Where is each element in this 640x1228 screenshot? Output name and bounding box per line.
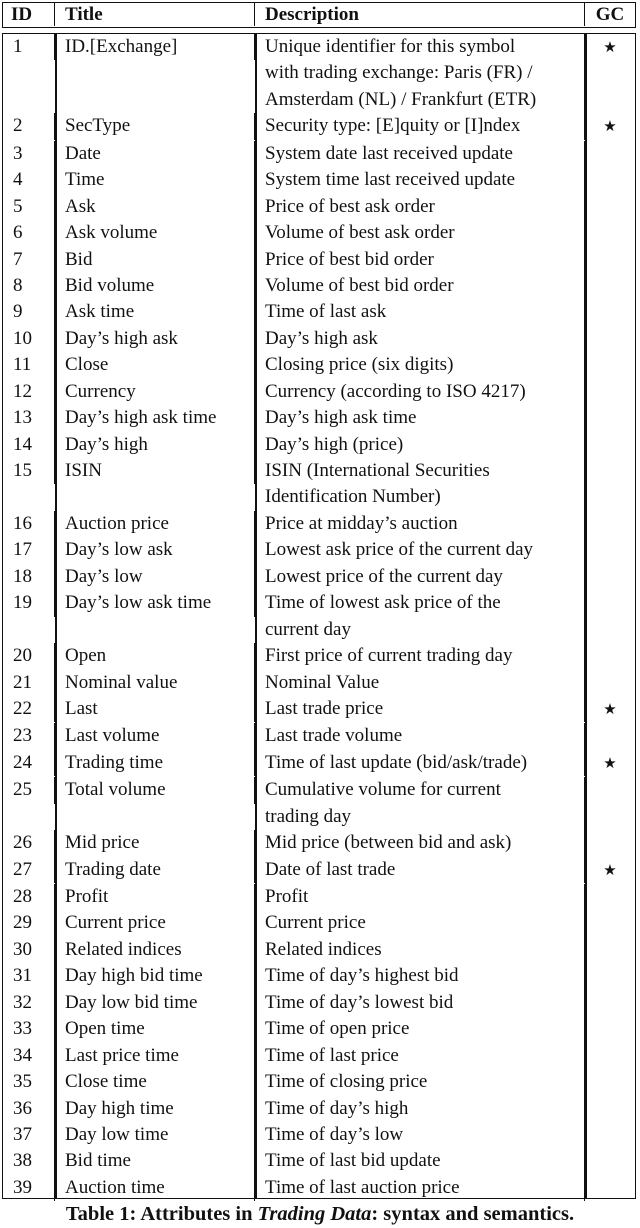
row-title: Day’s low (55, 564, 255, 590)
description-line: Day’s high ask (265, 327, 378, 349)
row-description (255, 167, 585, 193)
row-id: 31 (3, 963, 55, 989)
row-description (255, 326, 585, 352)
row-description (255, 670, 585, 696)
row-id: 21 (3, 670, 55, 696)
row-description (255, 379, 585, 405)
row-id: 23 (3, 723, 55, 749)
star-icon: ★ (603, 862, 617, 879)
row-description (255, 458, 585, 511)
table-row (3, 857, 635, 884)
row-id: 34 (3, 1043, 55, 1069)
table-row (3, 1016, 635, 1042)
description-line: Volume of best bid order (265, 274, 454, 296)
row-id: 3 (3, 141, 55, 167)
description-line: Price of best ask order (265, 195, 435, 217)
table-row (3, 990, 635, 1016)
row-description (255, 937, 585, 963)
row-id: 4 (3, 167, 55, 193)
description-line: Time of last bid update (265, 1150, 441, 1172)
row-id: 29 (3, 910, 55, 936)
description-line: Day’s high (price) (265, 433, 404, 455)
description-line: First price of current trading day (265, 645, 513, 667)
column-divider (585, 34, 587, 1198)
row-description (255, 963, 585, 989)
row-id: 37 (3, 1122, 55, 1148)
row-description (255, 857, 585, 883)
description-line: Volume of best ask order (265, 222, 455, 244)
table-row (3, 511, 635, 537)
header-gc: GC (595, 4, 625, 25)
column-divider (255, 34, 257, 1198)
row-title: Day low bid time (55, 990, 255, 1016)
row-id: 20 (3, 643, 55, 669)
star-icon: ★ (603, 755, 617, 772)
row-id: 19 (3, 590, 55, 616)
table-caption (0, 1203, 640, 1226)
caption-suffix: : syntax and semantics. (371, 1203, 575, 1225)
row-description (255, 247, 585, 273)
description-line: Time of last update (bid/ask/trade) (265, 751, 528, 773)
row-title: Time (55, 167, 255, 193)
row-title: Bid (55, 247, 255, 273)
table-row (3, 750, 635, 777)
row-description (255, 1069, 585, 1095)
row-description (255, 1175, 585, 1201)
star-icon: ★ (603, 119, 617, 136)
row-title: Last (55, 696, 255, 722)
row-id: 13 (3, 405, 55, 431)
description-line: Time of day’s low (265, 1123, 404, 1145)
table-row (3, 696, 635, 723)
row-description (255, 511, 585, 537)
row-description (255, 564, 585, 590)
description-line: Nominal Value (265, 671, 380, 693)
row-id: 14 (3, 432, 55, 458)
header-id: ID (3, 3, 55, 26)
row-id: 11 (3, 352, 55, 378)
row-description (255, 537, 585, 563)
row-title: Nominal value (55, 670, 255, 696)
row-id: 1 (3, 34, 55, 60)
row-description (255, 34, 585, 113)
description-line: Closing price (six digits) (265, 354, 454, 376)
row-description (255, 141, 585, 167)
table-row (3, 963, 635, 989)
row-title: Total volume (55, 777, 255, 803)
table-row (3, 299, 635, 325)
row-description (255, 220, 585, 246)
row-title: Trading time (55, 750, 255, 776)
row-id: 25 (3, 777, 55, 803)
description-line: with trading exchange: Paris (FR) / (265, 62, 533, 84)
row-id: 36 (3, 1096, 55, 1122)
row-id: 22 (3, 696, 55, 722)
table-row (3, 777, 635, 830)
row-description (255, 777, 585, 830)
description-line: Lowest ask price of the current day (265, 539, 534, 561)
description-line: Time of lowest ask price of the (265, 592, 501, 614)
row-title: Day’s high ask time (55, 405, 255, 431)
row-description (255, 723, 585, 749)
row-title: Day’s high ask (55, 326, 255, 352)
description-line: Time of day’s high (265, 1097, 409, 1119)
description-line: Lowest price of the current day (265, 565, 503, 587)
description-line: Last trade price (265, 697, 384, 719)
row-description (255, 1096, 585, 1122)
row-id: 6 (3, 220, 55, 246)
description-line: Current price (265, 912, 366, 934)
row-description (255, 643, 585, 669)
description-line: Time of day’s highest bid (265, 965, 459, 987)
row-id: 32 (3, 990, 55, 1016)
table-row (3, 1175, 635, 1201)
row-gc (585, 750, 635, 777)
row-id: 10 (3, 326, 55, 352)
table-row (3, 1122, 635, 1148)
row-description (255, 750, 585, 776)
row-id: 39 (3, 1175, 55, 1201)
row-title: Ask (55, 194, 255, 220)
row-description (255, 990, 585, 1016)
row-title: Close (55, 352, 255, 378)
description-line: Day’s high ask time (265, 407, 417, 429)
row-title: Mid price (55, 830, 255, 856)
table-row (3, 884, 635, 910)
row-id: 33 (3, 1016, 55, 1042)
header-description: Description (255, 3, 585, 26)
row-title: Close time (55, 1069, 255, 1095)
table-row (3, 1069, 635, 1095)
row-id: 12 (3, 379, 55, 405)
row-gc (585, 113, 635, 140)
row-gc (585, 696, 635, 723)
row-title: Date (55, 141, 255, 167)
row-title: Bid volume (55, 273, 255, 299)
row-title: Day’s low ask time (55, 590, 255, 616)
table-row (3, 326, 635, 352)
description-line: Related indices (265, 938, 382, 960)
row-description (255, 194, 585, 220)
row-description (255, 696, 585, 722)
header-row (3, 3, 635, 26)
row-title: Day’s high (55, 432, 255, 458)
table-body (2, 33, 636, 1199)
row-id: 8 (3, 273, 55, 299)
table-row (3, 723, 635, 749)
row-id: 18 (3, 564, 55, 590)
star-icon: ★ (603, 701, 617, 718)
row-id: 35 (3, 1069, 55, 1095)
row-description (255, 590, 585, 643)
table-row (3, 432, 635, 458)
row-title: Last price time (55, 1043, 255, 1069)
row-id: 9 (3, 299, 55, 325)
table-header (2, 2, 636, 28)
row-title: Trading date (55, 857, 255, 883)
row-id: 26 (3, 830, 55, 856)
row-description (255, 113, 585, 139)
table-row (3, 194, 635, 220)
row-description (255, 299, 585, 325)
row-title: Bid time (55, 1148, 255, 1174)
description-line: System time last received update (265, 169, 516, 191)
description-line: ISIN (International Securities (265, 460, 490, 481)
table-row (3, 590, 635, 643)
description-line: System date last received update (265, 142, 513, 164)
table-row (3, 405, 635, 431)
table-row (3, 247, 635, 273)
description-line: Price of best bid order (265, 248, 434, 270)
row-title: Day’s low ask (55, 537, 255, 563)
table-row (3, 141, 635, 167)
row-id: 7 (3, 247, 55, 273)
row-id: 28 (3, 884, 55, 910)
row-gc (585, 34, 635, 61)
description-line: Last trade volume (265, 725, 403, 747)
table-row (3, 670, 635, 696)
row-id: 5 (3, 194, 55, 220)
table-row (3, 1148, 635, 1174)
description-line: Time of open price (265, 1018, 410, 1040)
row-id: 16 (3, 511, 55, 537)
description-line: Mid price (between bid and ask) (265, 832, 512, 854)
row-title: ID.[Exchange] (55, 34, 255, 60)
row-title: Ask volume (55, 220, 255, 246)
row-id: 17 (3, 537, 55, 563)
table-row (3, 458, 635, 511)
row-title: Related indices (55, 937, 255, 963)
table-row (3, 220, 635, 246)
caption-prefix: Table 1: Attributes in (65, 1203, 258, 1225)
description-line: Amsterdam (NL) / Frankfurt (ETR) (265, 88, 537, 110)
description-line: current day (265, 618, 351, 640)
table-row (3, 273, 635, 299)
row-description (255, 273, 585, 299)
description-line: Unique identifier for this symbol (265, 36, 516, 57)
table-row (3, 830, 635, 856)
table-row (3, 34, 635, 113)
table-row (3, 167, 635, 193)
row-title: Currency (55, 379, 255, 405)
row-title: Last volume (55, 723, 255, 749)
description-line: Date of last trade (265, 858, 396, 880)
table-row (3, 937, 635, 963)
table-row (3, 910, 635, 936)
row-description (255, 830, 585, 856)
row-description (255, 432, 585, 458)
description-line: Security type: [E]quity or [I]ndex (265, 115, 521, 137)
row-description (255, 884, 585, 910)
table-row (3, 1096, 635, 1122)
row-title: Day high time (55, 1096, 255, 1122)
table-row (3, 564, 635, 590)
row-description (255, 405, 585, 431)
star-icon: ★ (603, 40, 617, 56)
row-title: Day high bid time (55, 963, 255, 989)
header-title: Title (55, 3, 255, 26)
description-line: Cumulative volume for current (265, 779, 501, 801)
row-description (255, 1122, 585, 1148)
description-line: trading day (265, 805, 352, 827)
caption-emphasis: Trading Data (257, 1203, 372, 1225)
table-row (3, 352, 635, 378)
description-line: Identification Number) (265, 486, 441, 508)
row-title: SecType (55, 113, 255, 139)
description-line: Price at midday’s auction (265, 512, 458, 534)
row-id: 2 (3, 113, 55, 139)
description-line: Time of last ask (265, 301, 387, 323)
row-description (255, 1043, 585, 1069)
row-title: Day low time (55, 1122, 255, 1148)
description-line: Currency (according to ISO 4217) (265, 380, 526, 402)
row-title: Ask time (55, 299, 255, 325)
column-divider (55, 34, 57, 1198)
row-title: Profit (55, 884, 255, 910)
row-id: 24 (3, 750, 55, 776)
description-line: Time of day’s lowest bid (265, 991, 454, 1013)
table-row (3, 643, 635, 669)
row-title: Current price (55, 910, 255, 936)
row-title: Open (55, 643, 255, 669)
row-id: 30 (3, 937, 55, 963)
row-gc (585, 857, 635, 884)
row-description (255, 910, 585, 936)
table-row (3, 537, 635, 563)
description-line: Time of last auction price (265, 1176, 460, 1198)
table-row (3, 379, 635, 405)
row-id: 38 (3, 1148, 55, 1174)
description-line: Time of last price (265, 1044, 399, 1066)
row-description (255, 1148, 585, 1174)
row-title: Auction price (55, 511, 255, 537)
row-description (255, 1016, 585, 1042)
row-title: ISIN (55, 458, 255, 484)
description-line: Time of closing price (265, 1071, 428, 1093)
row-id: 15 (3, 458, 55, 484)
table-row (3, 1043, 635, 1069)
row-title: Auction time (55, 1175, 255, 1201)
description-line: Profit (265, 886, 309, 907)
row-description (255, 352, 585, 378)
row-id: 27 (3, 857, 55, 883)
table-row (3, 113, 635, 140)
row-title: Open time (55, 1016, 255, 1042)
